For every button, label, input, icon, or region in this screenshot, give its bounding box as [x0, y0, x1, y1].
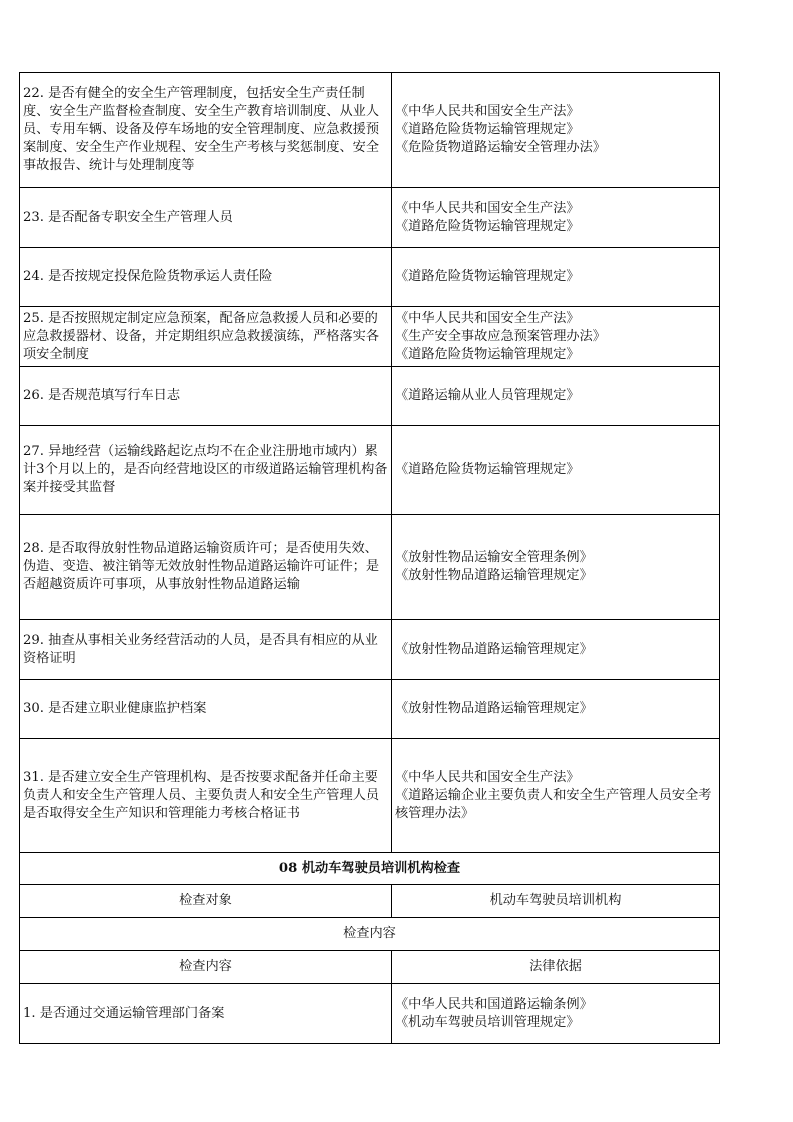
- law-basis-cell: [392, 188, 720, 248]
- law-citation: 《道路危险货物运输管理规定》: [395, 269, 580, 284]
- law-basis-cell: [392, 620, 720, 680]
- inspection-table: [19, 72, 720, 1044]
- law-citation: 《放射性物品道路运输管理规定》: [395, 701, 593, 716]
- table-row: [20, 515, 720, 620]
- law-basis-cell: [392, 426, 720, 515]
- law-basis-cell: [392, 73, 720, 188]
- law-citation: 《道路危险货物运输管理规定》: [395, 218, 580, 234]
- column-header-row: [20, 951, 720, 984]
- column-header-law: 法律依据: [392, 951, 720, 984]
- table-row: [20, 367, 720, 426]
- law-citation: 《中华人民共和国安全生产法》: [395, 200, 580, 216]
- check-item-cell: 30. 是否建立职业健康监护档案: [20, 680, 392, 739]
- section-title-row: [20, 853, 720, 885]
- law-citation: 《道路危险货物运输管理规定》: [395, 462, 580, 477]
- check-item-cell: 24. 是否按规定投保危险货物承运人责任险: [20, 248, 392, 307]
- law-citation: 《中华人民共和国道路运输条例》: [395, 996, 593, 1012]
- check-item-cell: 23. 是否配备专职安全生产管理人员: [20, 188, 392, 248]
- table-row: [20, 307, 720, 367]
- table-row: [20, 739, 720, 853]
- check-item-cell: 25. 是否按照规定制定应急预案，配备应急救援人员和必要的应急救援器材、设备，并定期组织应急救援演练，严格落实各项安全制度: [20, 307, 392, 367]
- law-citation: 《放射性物品道路运输管理规定》: [395, 568, 593, 583]
- check-item-cell: 28. 是否取得放射性物品道路运输资质许可；是否使用失效、伪造、变造、被注销等无效放射性物品道路运输许可证件；是否超越资质许可事项，从事放射性物品道路运输: [20, 515, 392, 620]
- law-citation: 《危险货物道路运输安全管理办法》: [395, 140, 606, 155]
- content-header-row: [20, 918, 720, 951]
- law-basis-cell: [392, 248, 720, 307]
- inspection-object-label: 检查对象: [20, 885, 392, 918]
- law-citation: 《道路运输企业主要负责人和安全生产管理人员安全考核管理办法》: [395, 787, 712, 821]
- check-item-cell: 31. 是否建立安全生产管理机构、是否按要求配备并任命主要负责人和安全生产管理人员、主要负责人和安全生产管理人员是否取得安全生产知识和管理能力考核合格证书: [20, 739, 392, 853]
- table-row: [20, 73, 720, 188]
- law-basis-cell: [392, 984, 720, 1044]
- law-basis-cell: [392, 307, 720, 367]
- law-citation: 《放射性物品道路运输管理规定》: [395, 641, 593, 657]
- table-row: [20, 426, 720, 515]
- law-basis-cell: [392, 739, 720, 853]
- table-row: [20, 620, 720, 680]
- check-item-cell: 26. 是否规范填写行车日志: [20, 367, 392, 426]
- law-citation: 《道路危险货物运输管理规定》: [395, 122, 580, 137]
- inspection-table-body: [20, 73, 720, 1044]
- law-citation: 《中华人民共和国安全生产法》: [395, 310, 580, 326]
- law-citation: 《机动车驾驶员培训管理规定》: [395, 1014, 580, 1030]
- law-basis-cell: [392, 515, 720, 620]
- section-title: 08 机动车驾驶员培训机构检查: [20, 853, 720, 885]
- column-header-content: 检查内容: [20, 951, 392, 984]
- check-item-cell: 27. 异地经营（运输线路起讫点均不在企业注册地市域内）累计3个月以上的，是否向经营地设区的市级道路运输管理机构备案并接受其监督: [20, 426, 392, 515]
- check-item-cell: 1. 是否通过交通运输管理部门备案: [20, 984, 392, 1044]
- law-basis-cell: [392, 680, 720, 739]
- check-item-cell: 22. 是否有健全的安全生产管理制度，包括安全生产责任制度、安全生产监督检查制度、安全生产教育培训制度、从业人员、专用车辆、设备及停车场地的安全管理制度、应急救援预案制度、安全生产作业规程、安全生产考核与奖惩制度、安全事故报告、统计与处理制度等: [20, 73, 392, 188]
- table-row: [20, 680, 720, 739]
- law-citation: 《中华人民共和国安全生产法》: [395, 769, 580, 785]
- inspection-object-row: [20, 885, 720, 918]
- law-citation: 《生产安全事故应急预案管理办法》: [395, 328, 606, 344]
- table-row: [20, 984, 720, 1044]
- law-citation: 《放射性物品运输安全管理条例》: [395, 550, 593, 565]
- law-citation: 《道路危险货物运输管理规定》: [395, 346, 580, 362]
- table-row: [20, 188, 720, 248]
- inspection-object-value: 机动车驾驶员培训机构: [392, 885, 720, 918]
- table-row: [20, 248, 720, 307]
- law-citation: 《道路运输从业人员管理规定》: [395, 388, 580, 403]
- law-basis-cell: [392, 367, 720, 426]
- law-citation: 《中华人民共和国安全生产法》: [395, 104, 580, 119]
- check-item-cell: 29. 抽查从事相关业务经营活动的人员，是否具有相应的从业资格证明: [20, 620, 392, 680]
- content-section-header: 检查内容: [20, 918, 720, 951]
